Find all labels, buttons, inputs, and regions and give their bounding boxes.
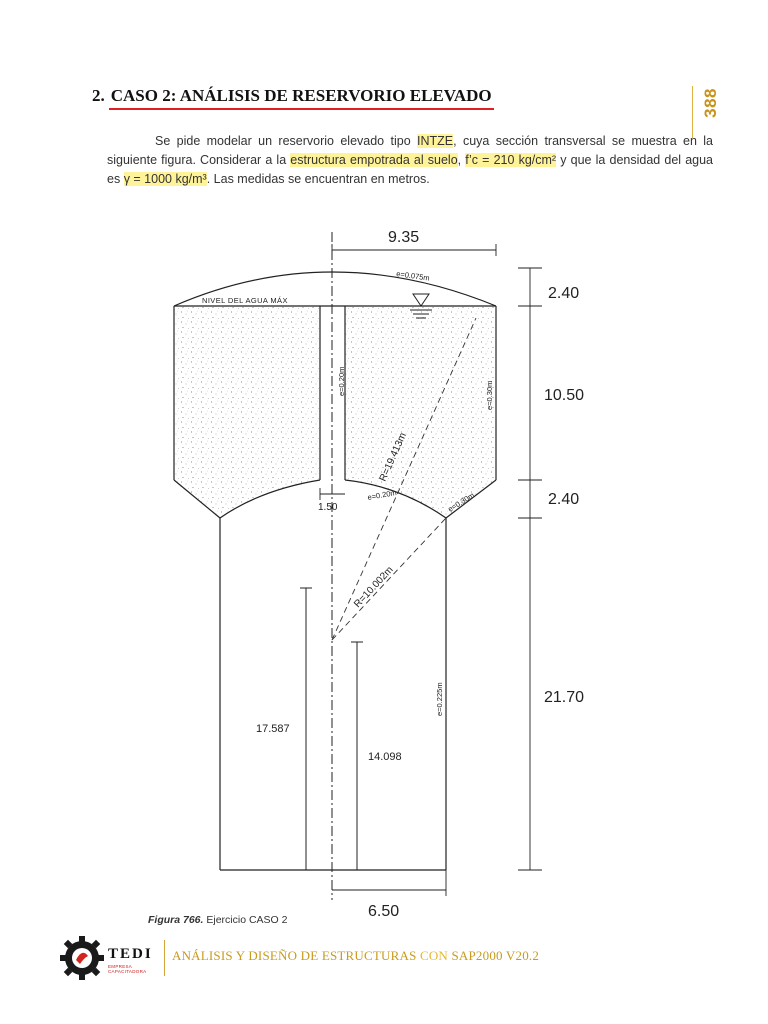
outer-wall-label: e=0.30m xyxy=(485,380,494,410)
figure-caption: Figura 766. Ejercicio CASO 2 xyxy=(148,914,288,926)
dim-top: 9.35 xyxy=(388,229,420,246)
logo-subtitle: EMPRESA CAPACITADORA xyxy=(108,964,147,974)
footer-divider xyxy=(164,940,165,976)
inner-wall-label: e=0.20m xyxy=(337,366,346,396)
dome-thickness-label: e=0.075m xyxy=(395,269,431,283)
page-number: 388 xyxy=(692,86,733,138)
section-title-text: CASO 2: ANÁLISIS DE RESERVORIO ELEVADO xyxy=(110,86,492,105)
height-left-label: 17.587 xyxy=(256,723,290,735)
right-dimensions xyxy=(518,268,542,870)
highlight-support: estructura empotrada al suelo xyxy=(290,153,458,167)
radius-small-label: R=10.002m xyxy=(352,564,396,611)
bottom-inner-label: e=0.20m xyxy=(366,488,398,502)
tank-fill xyxy=(174,306,496,518)
center-gap: 1.50 xyxy=(318,502,338,513)
logo-name: TEDI xyxy=(108,946,153,962)
section-number: 2. xyxy=(92,86,105,105)
footer-book-title: ANÁLISIS Y DISEÑO DE ESTRUCTURAS CON SAP2000 V20.2 xyxy=(172,948,540,963)
radius-big-label: R=19.413m xyxy=(377,431,409,484)
dim-dome-rise: 2.40 xyxy=(548,285,580,302)
highlight-density: γ = 1000 kg/m³ xyxy=(123,172,207,186)
bottom-dimension xyxy=(332,870,446,896)
dim-cone-height: 2.40 xyxy=(548,491,580,508)
height-right-label: 14.098 xyxy=(368,751,402,763)
dim-shaft-height: 21.70 xyxy=(544,689,585,706)
dim-bottom: 6.50 xyxy=(368,903,400,920)
dim-tank-height: 10.50 xyxy=(544,387,585,404)
gear-icon xyxy=(60,936,104,980)
bottom-outer-label: e=0.30m xyxy=(446,490,476,514)
problem-statement: Se pide modelar un reservorio elevado tipo INTZE, cuya sección transversal se muestra en la siguiente figura. Considerar a la estructura empotrada al suelo, f’c = 210 kg/cm² y que la densidad del agua es γ = 1000 kg/m³. Las medidas se encuentran en metros. xyxy=(107,134,714,186)
highlight-intze: INTZE xyxy=(417,134,454,148)
shaft-wall-label: e=0.225m xyxy=(435,682,444,716)
water-level-label: NIVEL DEL AGUA MÁX xyxy=(202,296,288,305)
highlight-fc: f’c = 210 kg/cm² xyxy=(465,153,557,167)
